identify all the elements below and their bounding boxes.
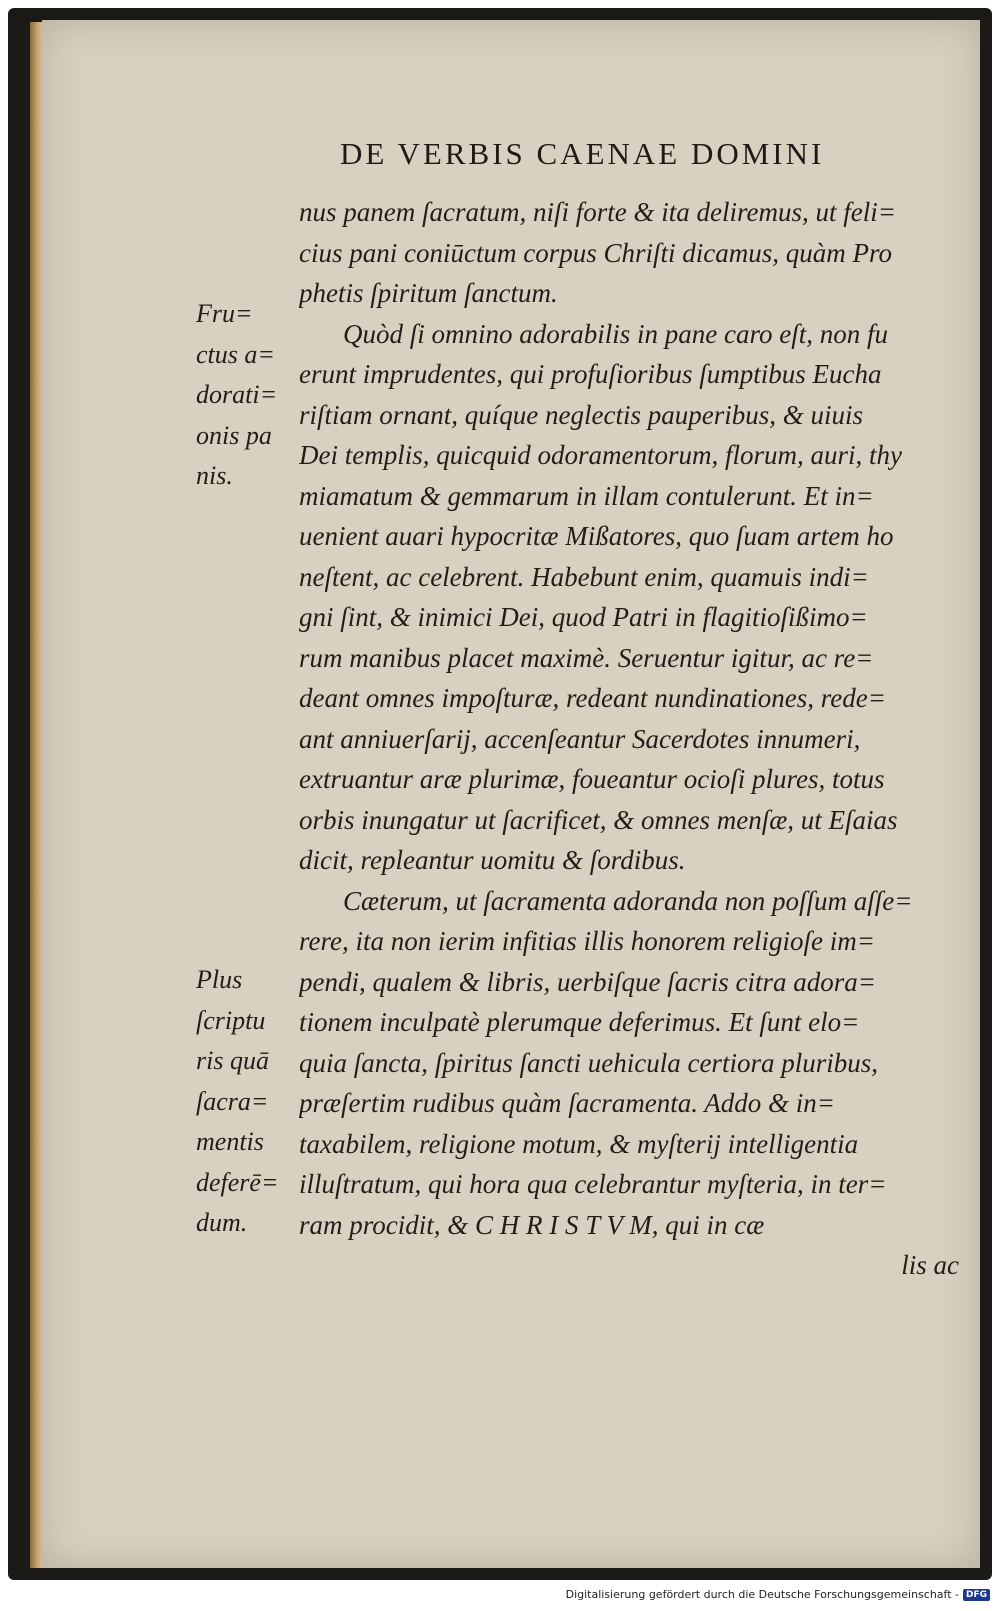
text-line: uenient auari hypocritæ Mißatores, quo ſuam artem ho [299, 521, 894, 551]
marginal-note-line: deferē= [196, 1167, 279, 1197]
marginal-note-plus-scripturis [196, 960, 294, 1244]
text-line: Dei templis, quicquid odoramentorum, florum, auri, thy [299, 440, 902, 470]
marginal-note-line: Fru= [196, 299, 253, 328]
marginal-note-line: dum. [196, 1208, 248, 1237]
marginal-note-line: dorati= [196, 380, 278, 409]
body-text [299, 192, 959, 1286]
marginal-note-line: nis. [196, 461, 233, 490]
text-line: lis ac [901, 1250, 959, 1280]
text-line: erunt imprudentes, qui profuſioribus ſumptibus Eucha [299, 359, 882, 389]
marginal-note-line: mentis [196, 1127, 264, 1156]
text-line: rum manibus placet maximè. Seruentur igitur, ac re= [299, 642, 874, 673]
marginal-note-line: ſcriptu [196, 1005, 266, 1035]
text-line: miamatum & gemmarum in illam contulerunt. Et in= [299, 480, 874, 511]
text-line: tionem inculpatè plerumque deferimus. Et ſunt elo= [299, 1007, 860, 1037]
dfg-logo: DFG [963, 1589, 990, 1601]
footer-credit [566, 1588, 990, 1601]
running-head: DE VERBIS CAENAE DOMINI [340, 136, 825, 171]
text-line: dicit, repleantur uomitu & ſordibus. [299, 845, 686, 875]
text-line: ram procidit, & C H R I S T V M, qui in cæ [299, 1209, 765, 1240]
text-line: cius pani coniūctum corpus Chriſti dicamus, quàm Pro [299, 237, 892, 268]
text-line: neſtent, ac celebrent. Habebunt enim, quamuis indi= [299, 561, 869, 592]
marginal-note-line: Plus [196, 965, 243, 994]
text-line: pendi, qualem & libris, uerbiſque ſacris citra adora= [299, 966, 876, 997]
text-line: Quòd ſi omnino adorabilis in pane caro eſt, non fu [343, 318, 888, 349]
text-line: quia ſancta, ſpiritus ſancti uehicula certiora pluribus, [299, 1047, 878, 1078]
text-line: deant omnes impoſturæ, redeant nundinationes, rede= [299, 683, 886, 713]
text-line: taxabilem, religione motum, & myſterij intelligentia [299, 1128, 859, 1159]
text-line: nus panem ſacratum, niſi forte & ita deliremus, ut feli= [299, 197, 896, 227]
marginal-note-line: onis pa [196, 420, 272, 450]
text-line: rere, ita non ierim infitias illis honorem religioſe im= [299, 926, 875, 956]
text-line: gni ſint, & inimici Dei, quod Patri in flagitioſißimo= [299, 602, 868, 632]
marginal-note-line: ctus a= [196, 339, 275, 369]
text-line: extruantur aræ plurimæ, foueantur ocioſi plures, totus [299, 764, 885, 794]
marginal-note-fructus [196, 294, 294, 497]
footer-text: Digitalisierung gefördert durch die Deutsche Forschungsgemeinschaft - [565, 1588, 959, 1601]
text-line: Cæterum, ut ſacramenta adoranda non poſſum aſſe= [343, 885, 913, 916]
marginal-note-line: ris quā [196, 1046, 269, 1075]
text-line: ant anniuerſarij, accenſeantur Sacerdotes innumeri, [299, 723, 861, 754]
marginal-note-line: ſacra= [196, 1086, 269, 1116]
text-line: orbis inungatur ut ſacrificet, & omnes menſæ, ut Eſaias [299, 804, 898, 835]
text-line: præſertim rudibus quàm ſacramenta. Addo & in= [299, 1088, 835, 1118]
text-line: riſtiam ornant, quíque neglectis pauperibus, & uiuis [299, 399, 863, 430]
text-line: illuſtratum, qui hora qua celebrantur myſteria, in ter= [299, 1169, 887, 1199]
text-line: phetis ſpiritum ſanctum. [299, 278, 558, 308]
